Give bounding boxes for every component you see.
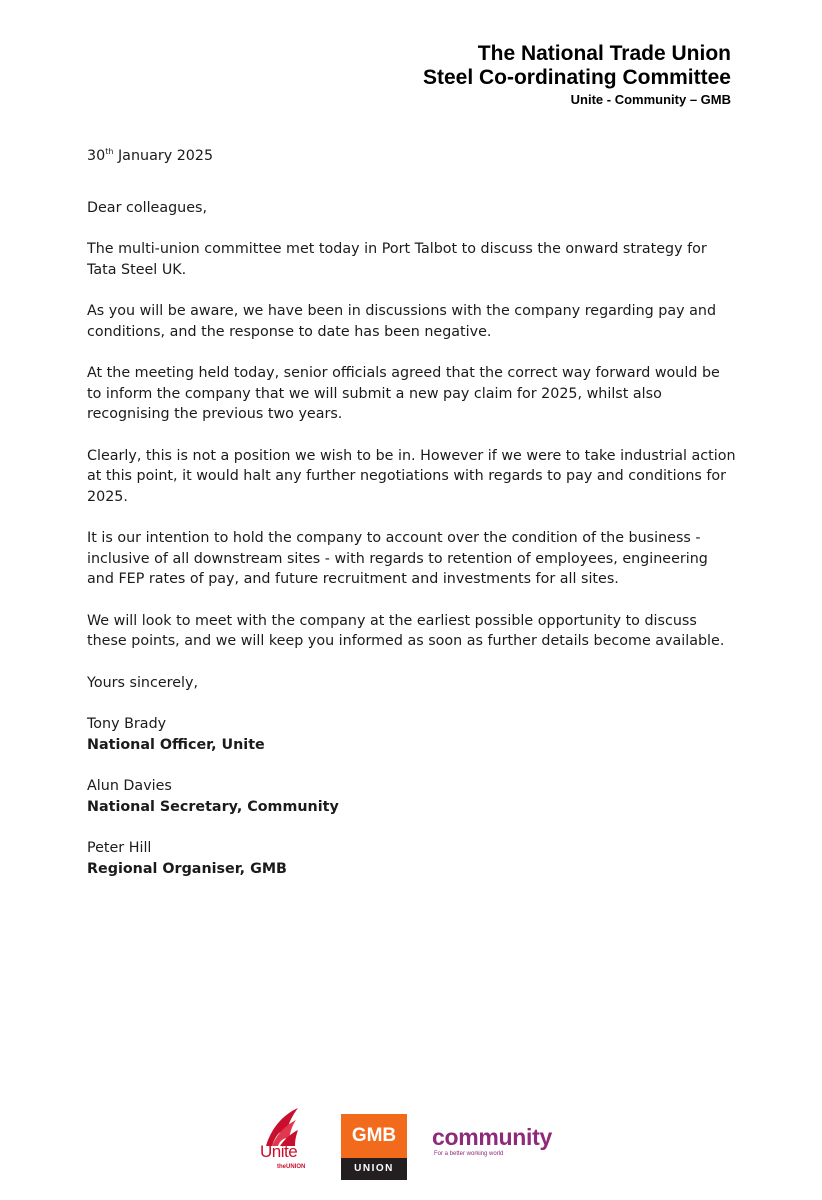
gmb-logo-word: GMB	[341, 1114, 407, 1158]
letter-date	[87, 146, 737, 167]
signatory-name-3: Peter Hill	[87, 840, 152, 856]
signatory-role-2: National Secretary, Community	[87, 798, 339, 815]
paragraph-6: We will look to meet with the company at the earliest possible opportunity to discuss these points, and we will keep you informed as soon as further details become available.	[87, 612, 725, 649]
community-logo	[432, 1122, 572, 1162]
paragraph-1: The multi-union committee met today in Port Talbot to discuss the onward strategy for Tata Steel UK.	[87, 241, 707, 278]
closing: Yours sincerely,	[87, 674, 198, 691]
salutation: Dear colleagues,	[87, 199, 208, 216]
signatory-name-2: Alun Davies	[87, 778, 172, 794]
date-day: 30	[87, 148, 106, 164]
union-logos	[0, 1100, 822, 1200]
date-suffix: th	[105, 147, 114, 156]
community-logo-word: community	[432, 1124, 552, 1150]
letterhead-title-line-1: The National Trade Union	[477, 42, 731, 65]
gmb-logo	[341, 1114, 407, 1180]
paragraph-2: As you will be aware, we have been in discussions with the company regarding pay and conditions, and the response to date has been negative.	[87, 303, 717, 340]
signatory-role-3: Regional Organiser, GMB	[87, 860, 287, 877]
date-month-year: January 2025	[113, 148, 214, 164]
unite-logo-word: Unite	[260, 1142, 298, 1161]
unite-logo-sub: theUNION	[277, 1164, 306, 1170]
unite-logo	[258, 1104, 318, 1180]
community-logo-tagline: For a better working world	[434, 1151, 504, 1157]
paragraph-5: It is our intention to hold the company to account over the condition of the business - inclusive of all downstream sites - with regards to retention of employees, engineering and FEP rates of pay, and future recruitment and investments for all sites.	[87, 530, 708, 587]
letter-body	[87, 146, 737, 900]
gmb-logo-sub: UNION	[341, 1158, 407, 1180]
paragraph-4: Clearly, this is not a position we wish to be in. However if we were to take industrial action at this point, it would halt any further negotiations with regards to pay and conditions for 2025.	[87, 447, 736, 505]
letterhead-subtitle: Unite - Community – GMB	[570, 92, 731, 107]
paragraph-3: At the meeting held today, senior officials agreed that the correct way forward would be to inform the company that we will submit a new pay claim for 2025, whilst also recognising the previous two years.	[87, 365, 720, 422]
letterhead	[423, 42, 731, 108]
signatory-name-1: Tony Brady	[87, 716, 167, 732]
signatory-role-1: National Officer, Unite	[87, 736, 265, 753]
letterhead-title-line-2: Steel Co-ordinating Committee	[422, 66, 731, 89]
